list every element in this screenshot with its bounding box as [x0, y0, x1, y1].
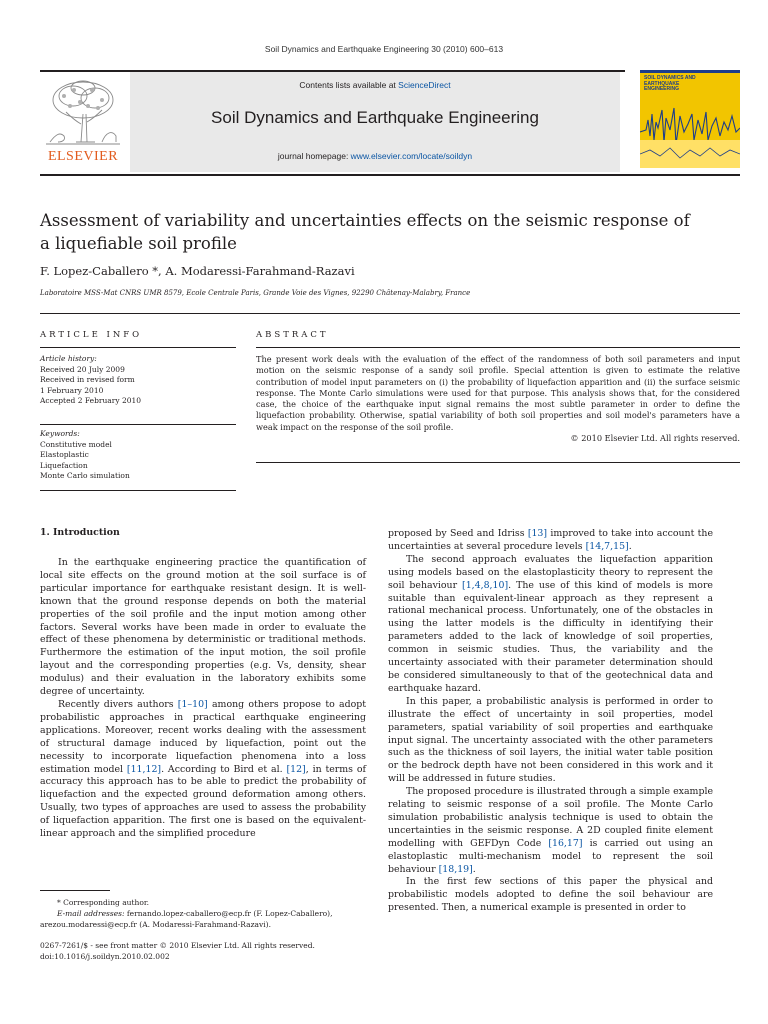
paragraph: Recently divers authors [1–10] among others propose to adopt probabilistic approaches in practical earthquake engineering applications. Moreover, recent works dealing with the assessment of structural damage induced by liquefaction, point out the necessity to incorporate liquefaction phenomena into a loss estimation model [11,12]. According to Bird et al. [12], in terms of accuracy this approach has to be able to predict the probability of liquefaction and the expected ground deformation among others. Usually, two types of approaches are used to assess the probability of liquefaction apparition. The first one is based on the equivalent-linear approach and the simplified procedure — [40, 698, 366, 840]
homepage-link[interactable]: www.elsevier.com/locate/soildyn — [350, 151, 473, 161]
citation-link[interactable]: [16,17] — [548, 837, 583, 849]
abstract-rule — [256, 347, 740, 348]
citation-link[interactable]: [13] — [527, 528, 548, 539]
keyword: Constitutive model — [40, 439, 112, 449]
citation-link[interactable]: [1–10] — [177, 698, 208, 710]
issn-line: 0267-7261/$ - see front matter © 2010 Elsevier Ltd. All rights reserved. — [40, 941, 315, 950]
contents-prefix: Contents lists available at — [299, 80, 399, 90]
article-info-end-rule — [40, 490, 236, 491]
doi-line[interactable]: doi:10.1016/j.soildyn.2010.02.002 — [40, 952, 170, 961]
history-item: Received in revised form — [40, 375, 135, 384]
section-heading-introduction: 1. Introduction — [40, 527, 120, 538]
body-column-left — [40, 557, 366, 841]
keyword: Liquefaction — [40, 460, 88, 470]
email-address[interactable]: fernando.lopez-caballero@ecp.fr (F. Lopez-Caballero), — [126, 909, 333, 918]
contents-line — [130, 80, 620, 90]
homepage-prefix: journal homepage: — [277, 151, 351, 161]
keyword: Monte Carlo simulation — [40, 471, 130, 480]
authors: F. Lopez-Caballero *, A. Modaressi-Farahmand-Razavi — [40, 264, 355, 278]
history-label: Article history: — [40, 354, 97, 363]
history-item: 1 February 2010 — [40, 385, 104, 395]
footnote-rule — [40, 890, 110, 891]
email-address[interactable]: arezou.modaressi@ecp.fr (A. Modaressi-Farahmand-Razavi). — [40, 920, 271, 929]
paragraph: The proposed procedure is illustrated through a simple example relating to seismic response of a soil profile. The Monte Carlo simulation probabilistic analysis technique is used to obtain the uncertainties in the seismic response. A 2D coupled finite element modelling with GEFDyn Code [16,17] is carried out using an elastoplastic multi-mechanism model to represent the soil behaviour [18,19]. — [388, 786, 714, 875]
keywords-label: Keywords: — [40, 429, 80, 438]
citation-link[interactable]: [1,4,8,10] — [462, 579, 509, 591]
citation-link[interactable]: [12] — [286, 763, 306, 775]
journal-title: Soil Dynamics and Earthquake Engineering — [211, 108, 539, 127]
article-info-rule — [40, 347, 236, 348]
journal-cover-image — [640, 70, 740, 168]
article-title-line-1: Assessment of variability and uncertainties effects on the seismic response of — [40, 211, 690, 230]
footnote — [40, 897, 370, 930]
paragraph: proposed by Seed and Idriss [13] improved to take into account the uncertainties at several procedure levels [14,7,15]. — [388, 528, 713, 552]
elsevier-wordmark: ELSEVIER — [47, 149, 119, 164]
banner-bottom-rule — [40, 174, 740, 176]
article-history — [40, 354, 236, 407]
title-separator — [40, 313, 740, 314]
corresponding-author-note: * Corresponding author. — [57, 898, 150, 907]
running-head: Soil Dynamics and Earthquake Engineering 30 (2010) 600–613 — [264, 44, 504, 54]
abstract-heading: ABSTRACT — [256, 330, 329, 340]
sciencedirect-link[interactable]: ScienceDirect — [398, 80, 451, 90]
paragraph: In the first few sections of this paper the physical and probabilistic models adopted to define the soil behaviour are presented. Then, a numerical example is presented in order to — [388, 876, 713, 914]
history-item: Accepted 2 February 2010 — [40, 396, 142, 405]
paragraph: In this paper, a probabilistic analysis is performed in order to illustrate the effect of uncertainty in soil properties, model parameters, spatial variability of soil properties and earthquake input signal. The uncertainty associated with the other parameters such as the thickness of soil layers, the initial water table position or the bedrock depth have not been considered in this work and it will be addressed in future studies. — [388, 695, 713, 785]
citation-link[interactable]: [18,19] — [438, 863, 473, 875]
abstract-end-rule — [256, 462, 740, 463]
abstract-text: The present work deals with the evaluation of the effect of the randomness of both soil parameters and input motion on the seismic response of a sandy soil profile. Special attention is given to estimate the relative contribution of model input parameters on (i) the probability of liquefaction apparition and (ii) the surface seismic response. The Monte Carlo simulations were used for that purpose. This analysis shows that, for the considered case, the choice of the earthquake input signal remains the most subtle parameter in order to define the liquefaction probability. Otherwise, spatial variability of both soil properties and soil model's parameters have a weak impact on the response of the soil profile. — [256, 354, 740, 432]
keywords — [40, 429, 236, 482]
body-column-right — [388, 528, 713, 915]
keyword: Elastoplastic — [40, 450, 89, 459]
citation-link[interactable]: [11,12] — [126, 763, 162, 775]
article-title-line-2: a liquefiable soil profile — [40, 234, 237, 253]
paragraph: The second approach evaluates the liquefaction apparition using models based on the elastoplasticity theory to represent the soil behaviour [1,4,8,10]. The use of this kind of models is more suitable than equivalent-linear approach as they represent a rational mechanical process. Unfortunately, one of the obstacles in using the latter models is the difficulty in identifying their parameters added to the lack of knowledge of soil properties, common in seismic studies. Thus, the variability and the uncertainty associated with their parameter determination should be considered simultaneously to that of the geotechnical data and earthquake hazard. — [388, 553, 713, 694]
article-info-heading: ARTICLE INFO — [40, 330, 143, 340]
history-item: Received 20 July 2009 — [40, 364, 125, 374]
citation-link[interactable]: [14,7,15] — [585, 540, 629, 552]
abstract-copyright: © 2010 Elsevier Ltd. All rights reserved. — [570, 433, 740, 444]
affiliation: Laboratoire MSS-Mat CNRS UMR 8579, Ecole Centrale Paris, Grande Voie des Vignes, 92290 Châtenay-Malabry, France — [40, 289, 471, 297]
article-title — [40, 209, 730, 255]
cover-title: SOIL DYNAMICS AND EARTHQUAKE ENGINEERING — [644, 75, 696, 92]
homepage-line — [130, 151, 620, 161]
paragraph: In the earthquake engineering practice the quantification of local site effects on the ground motion at the soil surface is of particular importance for earthquake resistant design. It is well-known that the ground response depends on both the material properties of the soil profile and the input motion among other factors. Several works have been made in order to evaluate the effect of these phenomena by deterministic or traditional methods. Furthermore the estimation of the input motion, the soil profile layout and the corresponding properties (e.g. Vs, density, shear modulus) and their evaluation in the laboratory exhibits some degree of uncertainty. — [40, 557, 366, 698]
front-matter — [40, 940, 370, 962]
article-info-divider — [40, 424, 236, 425]
abstract-body — [256, 354, 740, 444]
email-line: E-mail addresses: fernando.lopez-caballero@ecp.fr (F. Lopez-Caballero), — [57, 909, 333, 918]
